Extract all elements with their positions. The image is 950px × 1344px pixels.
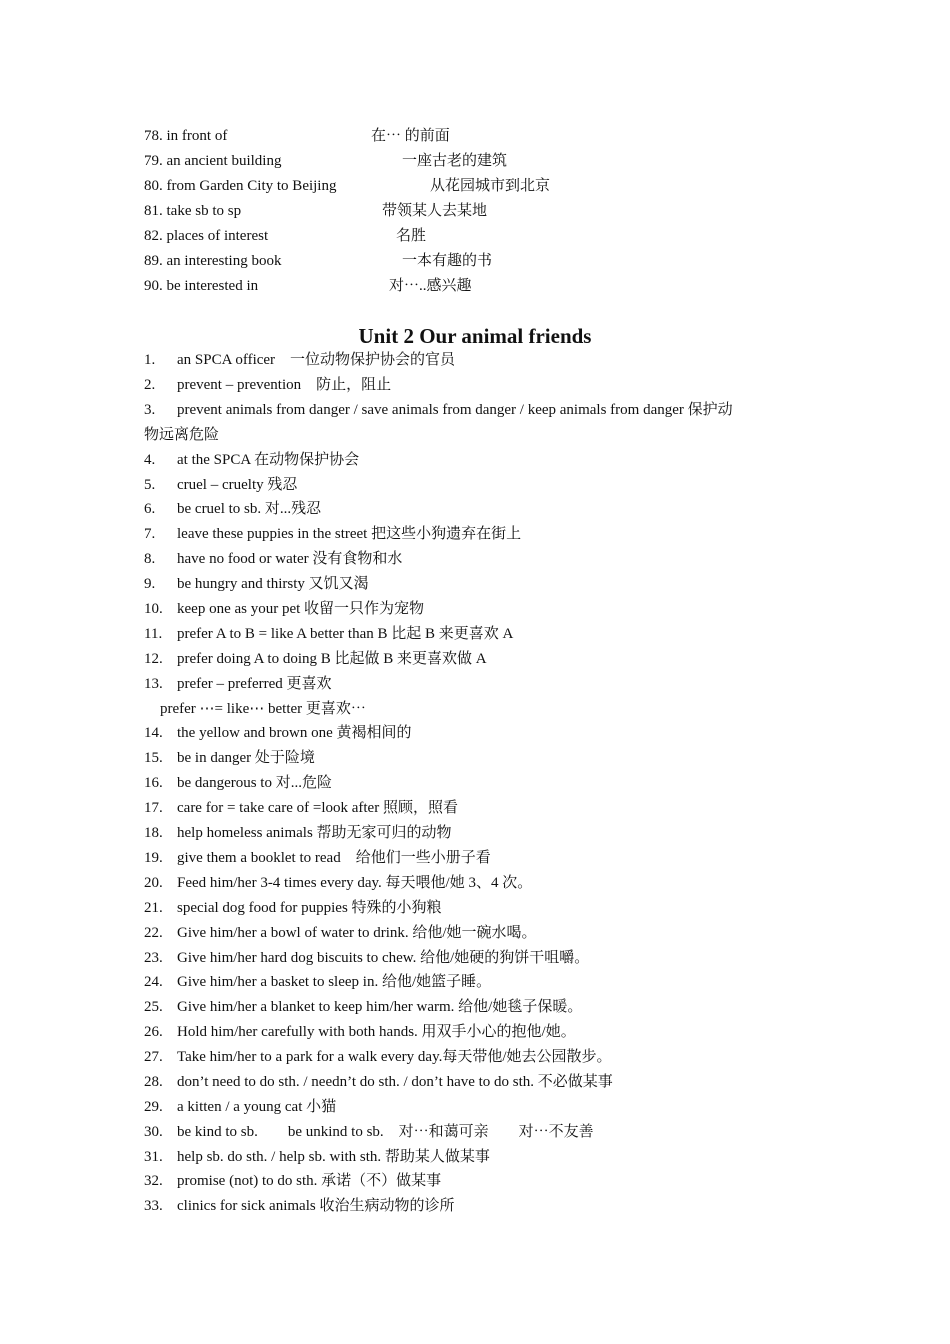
phrase-chinese: 对⋯..感兴趣 [389, 278, 472, 294]
item-text: the yellow and brown one 黄褐相间的 [177, 725, 412, 741]
item-text: prefer – preferred 更喜欢 [177, 676, 332, 692]
item-text: Hold him/her carefully with both hands. 用双手小心的抱他/她。 [177, 1024, 576, 1040]
item-text: cruel – cruelty 残忍 [177, 477, 298, 493]
item-text: Give him/her a blanket to keep him/her warm. 给他/她毯子保暖。 [177, 999, 583, 1015]
phrase-english: 79. an ancient building [144, 153, 282, 169]
item-text: help sb. do sth. / help sb. with sth. 帮助某人做某事 [177, 1149, 490, 1165]
item-text: prefer A to B = like A better than B 比起 B 来更喜欢 A [177, 626, 514, 642]
item-number: 24. [144, 974, 163, 990]
phrase-english: 82. places of interest [144, 228, 269, 244]
item-text: give them a booklet to read 给他们一些小册子看 [177, 850, 491, 866]
item-number: 11. [144, 626, 163, 642]
item-number: 23. [144, 950, 163, 966]
phrase-chinese: 在⋯ 的前面 [371, 128, 450, 144]
item-number: 14. [144, 725, 163, 741]
item-text: Give him/her a bowl of water to drink. 给他/她一碗水喝。 [177, 925, 537, 941]
item-number: 10. [144, 601, 163, 617]
item-number: 19. [144, 850, 163, 866]
item-number: 9. [144, 576, 156, 592]
item-number: 28. [144, 1074, 163, 1090]
item-number: 32. [144, 1173, 163, 1189]
item-text: have no food or water 没有食物和水 [177, 551, 403, 567]
item-text: don’t need to do sth. / needn’t do sth. / don’t have to do sth. 不必做某事 [177, 1074, 613, 1090]
item-number: 17. [144, 800, 163, 816]
item-number: 2. [144, 377, 156, 393]
item-continuation-text: 物远离危险 [144, 427, 220, 443]
item-text: Take him/her to a park for a walk every day.每天带他/她去公园散步。 [177, 1049, 612, 1065]
item-number: 33. [144, 1198, 163, 1214]
phrase-chinese: 名胜 [396, 228, 427, 244]
item-text: keep one as your pet 收留一只作为宠物 [177, 601, 425, 617]
item-number: 7. [144, 526, 156, 542]
item-text: Give him/her a basket to sleep in. 给他/她篮子睡。 [177, 974, 492, 990]
item-number: 20. [144, 875, 163, 891]
item-text: special dog food for puppies 特殊的小狗粮 [177, 900, 442, 916]
item-text: at the SPCA 在动物保护协会 [177, 452, 360, 468]
phrase-chinese: 一本有趣的书 [402, 253, 493, 269]
item-number: 18. [144, 825, 163, 841]
item-text: clinics for sick animals 收治生病动物的诊所 [177, 1198, 455, 1214]
item-number: 6. [144, 501, 156, 517]
item-text: prevent – prevention 防止，阻止 [177, 377, 392, 393]
item-text: be cruel to sb. 对...残忍 [177, 501, 322, 517]
item-number: 30. [144, 1124, 163, 1140]
item-text: be hungry and thirsty 又饥又渴 [177, 576, 369, 592]
phrase-chinese: 一座古老的建筑 [402, 153, 508, 169]
item-text: be dangerous to 对...危险 [177, 775, 332, 791]
item-text: help homeless animals 帮助无家可归的动物 [177, 825, 452, 841]
phrase-chinese: 从花园城市到北京 [430, 178, 551, 194]
list-item-subline: prefer ⋯= like⋯ better 更喜欢⋯ [160, 701, 366, 717]
item-number: 13. [144, 676, 163, 692]
item-number: 12. [144, 651, 163, 667]
item-number: 3. [144, 402, 156, 418]
item-text: Feed him/her 3-4 times every day. 每天喂他/她 3、4 次。 [177, 875, 533, 891]
item-text: an SPCA officer 一位动物保护协会的官员 [177, 352, 456, 368]
item-number: 21. [144, 900, 163, 916]
phrase-chinese: 带领某人去某地 [382, 203, 488, 219]
item-text: promise (not) to do sth. 承诺（不）做某事 [177, 1173, 442, 1189]
phrase-english: 78. in front of [144, 128, 228, 144]
item-number: 22. [144, 925, 163, 941]
item-number: 8. [144, 551, 156, 567]
item-text: be kind to sb. be unkind to sb. 对⋯和蔼可亲 对⋯不友善 [177, 1124, 594, 1140]
item-text: be in danger 处于险境 [177, 750, 315, 766]
item-number: 4. [144, 452, 156, 468]
item-text: prefer doing A to doing B 比起做 B 来更喜欢做 A [177, 651, 487, 667]
item-number: 29. [144, 1099, 163, 1115]
item-text: a kitten / a young cat 小猫 [177, 1099, 337, 1115]
phrase-english: 90. be interested in [144, 278, 259, 294]
phrase-english: 80. from Garden City to Beijing [144, 178, 337, 194]
phrase-english: 89. an interesting book [144, 253, 282, 269]
item-text: care for = take care of =look after 照顾，照看 [177, 800, 458, 816]
item-number: 15. [144, 750, 163, 766]
item-number: 1. [144, 352, 156, 368]
item-number: 27. [144, 1049, 163, 1065]
item-number: 16. [144, 775, 163, 791]
item-number: 31. [144, 1149, 163, 1165]
item-text: leave these puppies in the street 把这些小狗遗弃在街上 [177, 526, 522, 542]
item-number: 5. [144, 477, 156, 493]
unit-title: Unit 2 Our animal friends [358, 324, 592, 348]
phrase-english: 81. take sb to sp [144, 203, 242, 219]
item-number: 26. [144, 1024, 163, 1040]
item-number: 25. [144, 999, 163, 1015]
item-text: Give him/her hard dog biscuits to chew. 给他/她硬的狗饼干咀嚼。 [177, 950, 590, 966]
item-text: prevent animals from danger / save animals from danger / keep animals from danger 保护动 [177, 402, 733, 418]
